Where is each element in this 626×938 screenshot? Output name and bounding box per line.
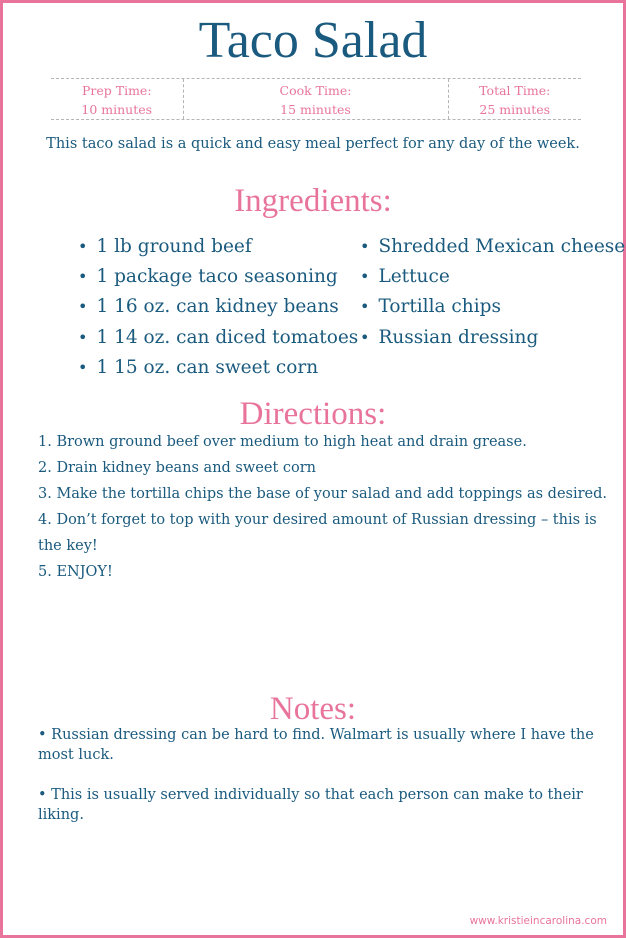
total-time-value: 25 minutes — [479, 102, 551, 117]
notes-list — [38, 725, 608, 845]
recipe-times — [51, 78, 581, 120]
bullet-icon: • — [78, 267, 88, 287]
notes-heading: Notes: — [269, 691, 357, 727]
direction-step: 5. ENJOY! — [38, 564, 113, 580]
direction-step: 1. Brown ground beef over medium to high heat and drain grease. — [38, 434, 527, 450]
ingredient-item: • Tortilla chips — [360, 296, 501, 318]
bullet-icon: • — [78, 357, 88, 377]
ingredient-item: • 1 14 oz. can diced tomatoes — [78, 326, 359, 348]
cook-time — [183, 79, 448, 119]
prep-time-value: 10 minutes — [81, 102, 153, 117]
directions-list — [38, 429, 608, 585]
bullet-icon: • — [78, 327, 88, 347]
ingredients-list-right — [360, 232, 625, 353]
bullet-icon: • — [360, 297, 370, 317]
ingredient-item: • 1 16 oz. can kidney beans — [78, 296, 339, 318]
note-item: • Russian dressing can be hard to find. Walmart is usually where I have the most luck. — [38, 727, 594, 763]
bullet-icon: • — [360, 267, 370, 287]
bullet-icon: • — [360, 237, 370, 256]
bullet-icon: • — [78, 237, 88, 256]
ingredient-item: • Lettuce — [360, 266, 450, 288]
ingredient-item: • Shredded Mexican cheese — [360, 236, 626, 257]
footer-website: www.kristieincarolina.com — [469, 915, 607, 927]
total-time-label: Total Time: — [479, 83, 551, 98]
ingredients-list-left — [78, 232, 358, 383]
cook-time-label: Cook Time: — [279, 83, 352, 98]
ingredient-item: • Russian dressing — [360, 326, 539, 348]
bullet-icon: • — [360, 327, 370, 347]
prep-time-label: Prep Time: — [81, 83, 152, 98]
cook-time-value: 15 minutes — [280, 102, 351, 117]
ingredient-item: • 1 15 oz. can sweet corn — [78, 356, 319, 378]
direction-step: 4. Don’t forget to top with your desired amount of Russian dressing – this is the key! — [38, 512, 597, 554]
direction-step: 2. Drain kidney beans and sweet corn — [38, 460, 316, 476]
bullet-icon: • — [78, 297, 88, 317]
ingredients-heading: Ingredients: — [234, 183, 392, 219]
ingredient-item: • 1 lb ground beef — [78, 236, 252, 257]
ingredient-item: • 1 package taco seasoning — [78, 266, 338, 288]
note-item: • This is usually served individually so that each person can make to their liking. — [38, 787, 583, 823]
prep-time — [51, 79, 183, 119]
total-time — [448, 79, 582, 119]
recipe-title: Taco Salad — [198, 12, 428, 69]
direction-step: 3. Make the tortilla chips the base of your salad and add toppings as desired. — [38, 486, 608, 502]
recipe-intro: This taco salad is a quick and easy meal perfect for any day of the week. — [46, 136, 580, 152]
directions-heading: Directions: — [239, 396, 387, 432]
